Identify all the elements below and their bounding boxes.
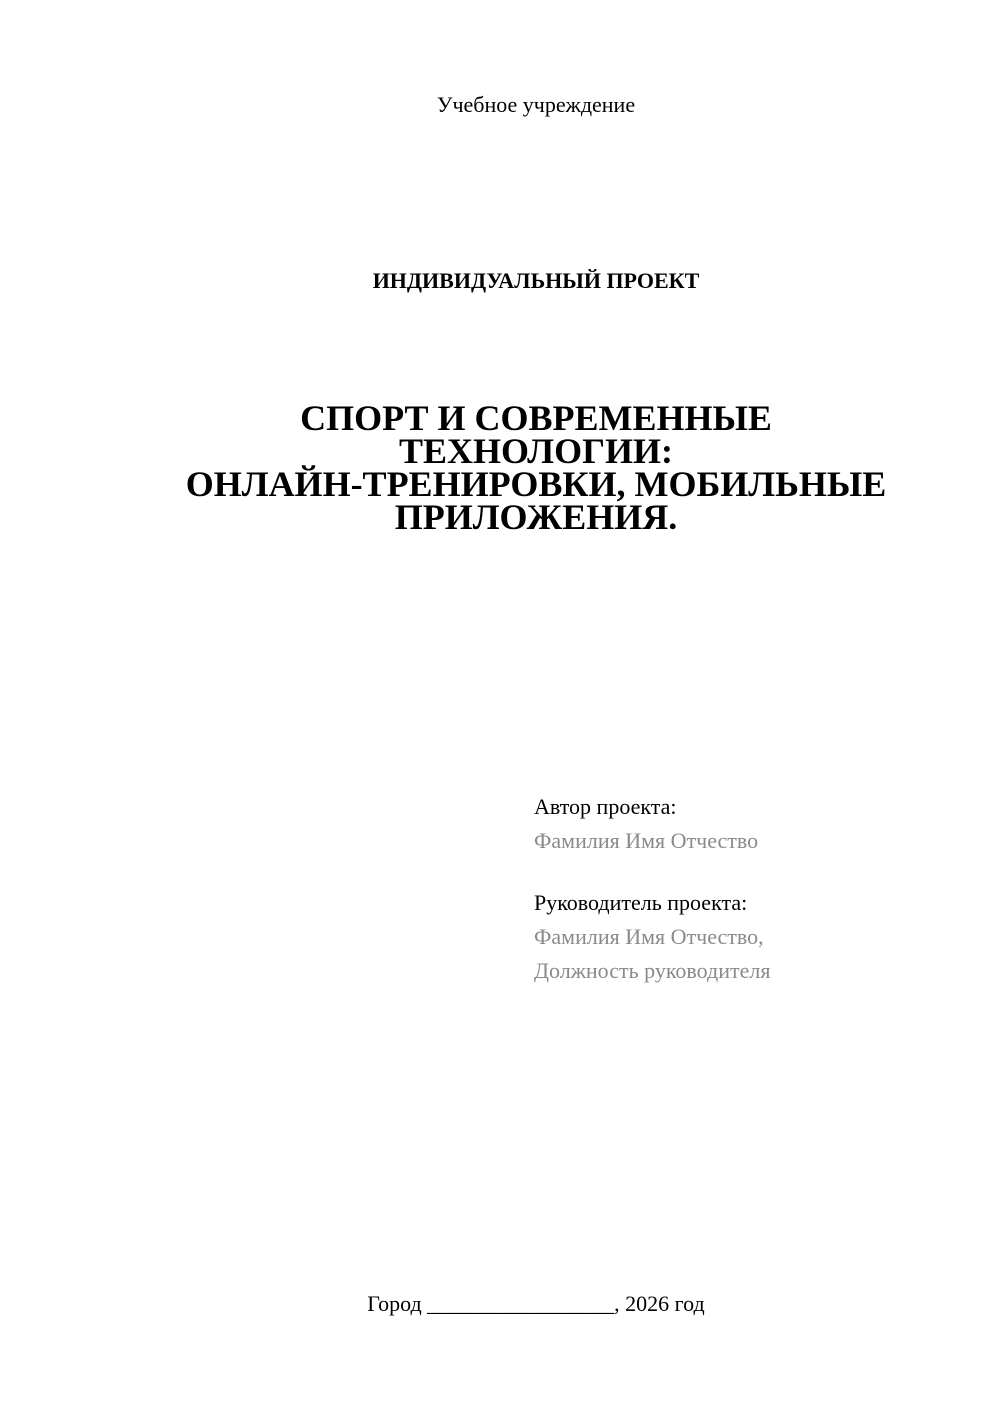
project-title-line: ТЕХНОЛОГИИ: [399, 431, 673, 471]
author-name: Фамилия Имя Отчество [534, 828, 759, 853]
project-title [100, 398, 972, 537]
project-title-line: ОНЛАЙН-ТРЕНИРОВКИ, МОБИЛЬНЫЕ [185, 464, 887, 504]
project-title-line: СПОРТ И СОВРЕМЕННЫЕ [300, 398, 772, 438]
city-year-line: Город _________________, 2026 год [367, 1291, 705, 1316]
document-type: ИНДИВИДУАЛЬНЫЙ ПРОЕКТ [372, 268, 700, 293]
author-label: Автор проекта: [534, 794, 677, 819]
spacer [534, 858, 974, 886]
supervisor-label: Руководитель проекта: [534, 890, 748, 915]
supervisor-name: Фамилия Имя Отчество, [534, 924, 764, 949]
credits-block [534, 790, 974, 988]
institution-name: Учебное учреждение [436, 92, 636, 117]
project-title-line: ПРИЛОЖЕНИЯ. [394, 497, 678, 537]
supervisor-position: Должность руководителя [534, 958, 771, 983]
